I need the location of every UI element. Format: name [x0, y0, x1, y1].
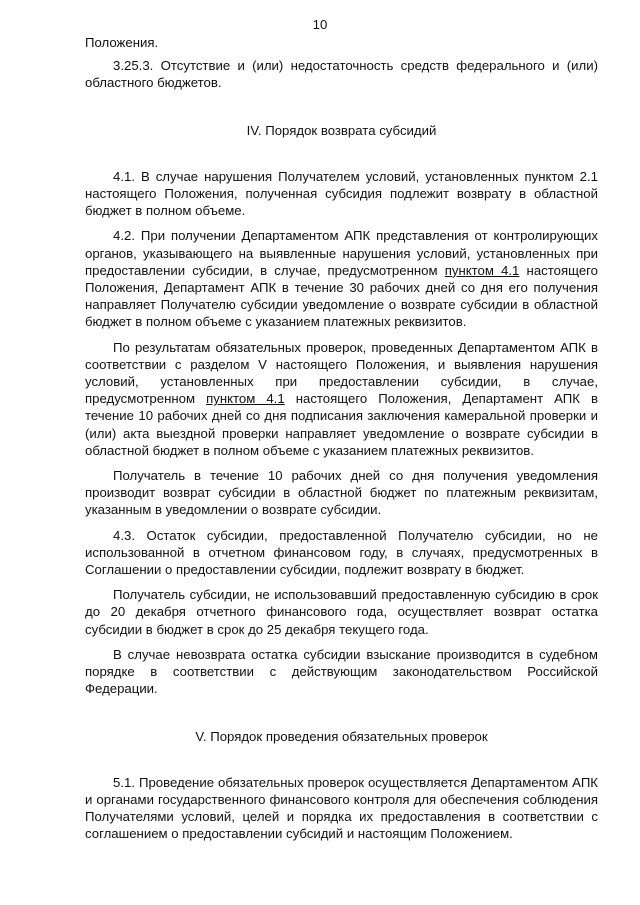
paragraph-inspection-text-b: настоящего Положения, Департамент АПК в течение 10 рабочих дней со дня подписания заключения камеральной проверки и (или) акта выездной проверки направляет уведомление о возврате субсидии в областной бюджет в полном объеме с указанием платежных реквизитов.: [85, 391, 599, 458]
page-number: 10: [312, 17, 328, 32]
paragraph-4-2-text-a: 4.2. При получении Департаментом АПК представления от контролирующих органов, указывающего на выявленные нарушения условий, установленных при предоставлении субсидии, в случае, предусмотренном: [85, 228, 598, 278]
paragraph-4-3: 4.3. Остаток субсидии, предоставленной Получателю субсидии, но не использованной в отчетном финансовом году, в случаях, предусмотренных в Соглашении о предоставлении субсидии, подлежит возврату в бюджет.: [85, 527, 598, 578]
paragraph-5-1: 5.1. Проведение обязательных проверок осуществляется Департаментом АПК и органами государственного финансового контроля для обеспечения соблюдения Получателями условий, целей и порядка их предоставления в соответствии с соглашением о предоставлении субсидий и настоящим Положением.: [85, 774, 598, 842]
paragraph-unused-subsidy: Получатель субсидии, не использовавший предоставленную субсидию в срок до 20 декабря отчетного финансового года, осуществляет возврат остатка субсидии в бюджет в срок до 25 декабря текущего года.: [85, 587, 598, 637]
section-heading-v: V. Порядок проведения обязательных проверок: [195, 728, 488, 744]
clause-4-1-link-2[interactable]: пунктом 4.1: [206, 391, 285, 407]
paragraph-4-2: [85, 227, 598, 330]
document-body: [85, 34, 598, 843]
paragraph-inspection-text-a: По результатам обязательных проверок, проведенных Департаментом АПК в соответствии с разделом V настоящего Положения, и выявления нарушения условий, установленных при предоставлении субсидии, в случае, предусмотренном: [85, 339, 598, 407]
paragraph-4-1: 4.1. В случае нарушения Получателем условий, установленных пунктом 2.1 настоящего Положения, полученная субсидия подлежит возврату в областной бюджет в полном объеме.: [85, 168, 598, 219]
paragraph-recipient-return: Получатель в течение 10 рабочих дней со дня получения уведомления производит возврат субсидии в областной бюджет по платежным реквизитам, указанным в уведомлении о возврате субсидии.: [85, 468, 598, 518]
paragraph-3-25-3: 3.25.3. Отсутствие и (или) недостаточность средств федерального и (или) областного бюджетов.: [85, 58, 598, 91]
paragraph-court-recovery: В случае невозврата остатка субсидии взыскание производится в судебном порядке в соответствии с действующим законодательством Российской Федерации.: [85, 646, 598, 697]
paragraph-4-2-text-b: настоящего Положения, Департамент АПК в течение 30 рабочих дней со дня его получения направляет Получателю субсидии уведомление о возврате субсидии в областной бюджет в полном объеме с указанием платежных реквизитов.: [85, 262, 599, 330]
section-heading-iv: IV. Порядок возврата субсидий: [246, 122, 437, 138]
paragraph-inspection-results: [85, 339, 598, 459]
clause-4-1-link[interactable]: пунктом 4.1: [444, 262, 520, 278]
paragraph-continuation: Положения.: [85, 35, 159, 50]
